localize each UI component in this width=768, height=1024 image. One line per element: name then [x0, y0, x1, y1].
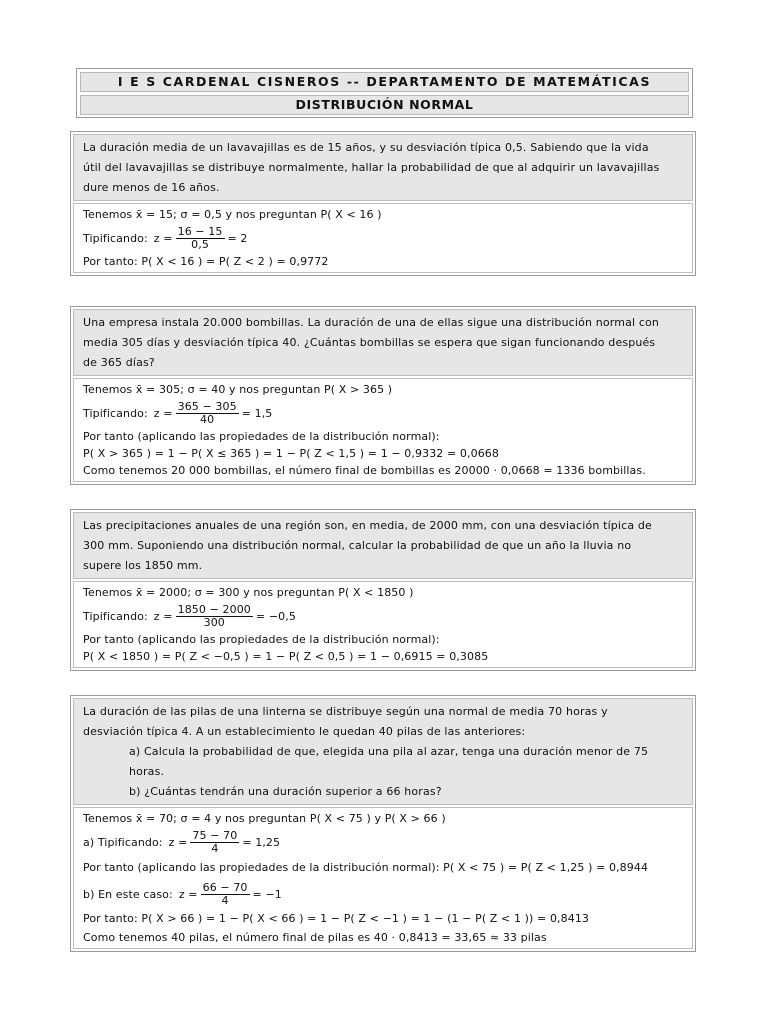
fraction-denominator: 40 [200, 412, 215, 426]
fraction-denominator: 4 [211, 841, 219, 855]
result-a: Por tanto (aplicando las propiedades de la distribución normal): P( X < 75 ) = P( Z < 1,25 ) = 0,8944 [83, 861, 649, 874]
fraction-numerator: 75 − 70 [192, 828, 238, 842]
z-symbol: z = [153, 231, 173, 245]
document-header [76, 68, 693, 118]
fraction-denominator: 4 [221, 893, 229, 907]
given-data: Tenemos x̄ = 70; σ = 4 y nos preguntan P( X < 75 ) y P( X > 66 ) [83, 812, 446, 825]
problem-4 [70, 695, 696, 952]
final-result: Como tenemos 40 pilas, el número final de pilas es 40 · 0,8413 = 33,65 ≈ 33 pilas [83, 931, 547, 944]
z-symbol: z = [153, 406, 173, 420]
z-symbol: z = [168, 835, 188, 849]
given-data: Tenemos x̄ = 2000; σ = 300 y nos preguntan P( X < 1850 ) [83, 586, 414, 599]
statement-line: útil del lavavajillas se distribuye normalmente, hallar la probabilidad de que al adquirir un lavavajillas [83, 161, 660, 174]
statement-line: Las precipitaciones anuales de una región son, en media, de 2000 mm, con una desviación típica de [83, 519, 652, 532]
document-subtitle: DISTRIBUCIÓN NORMAL [80, 95, 689, 115]
statement-item-a-cont: horas. [129, 765, 165, 778]
problem-1 [70, 131, 696, 276]
z-fraction [176, 226, 225, 251]
fraction-numerator: 365 − 305 [177, 399, 237, 413]
z-fraction [190, 830, 239, 855]
standardization-label: Tipificando: [83, 406, 148, 420]
standardization [83, 223, 684, 253]
standardization-b [83, 879, 684, 909]
standardization-label: b) En este caso: [83, 887, 173, 901]
fraction-denominator: 0,5 [191, 237, 209, 251]
z-result: = −1 [252, 887, 282, 901]
z-result: = 1,5 [241, 406, 273, 420]
standardization-label: Tipificando: [83, 609, 148, 623]
problem-solution [73, 807, 693, 949]
z-symbol: z = [153, 609, 173, 623]
solution-line: P( X > 365 ) = 1 − P( X ≤ 365 ) = 1 − P( Z < 1,5 ) = 1 − 0,9332 = 0,0668 [83, 447, 499, 460]
statement-line: La duración media de un lavavajillas es de 15 años, y su desviación típica 0,5. Sabiendo que la vida [83, 141, 649, 154]
given-data: Tenemos x̄ = 15; σ = 0,5 y nos preguntan P( X < 16 ) [83, 208, 382, 221]
z-fraction [176, 604, 253, 629]
fraction-numerator: 1850 − 2000 [177, 602, 251, 616]
problem-solution [73, 581, 693, 668]
z-fraction [201, 882, 250, 907]
standardization-label: Tipificando: [83, 231, 148, 245]
problem-solution [73, 378, 693, 482]
statement-line: Una empresa instala 20.000 bombillas. La duración de una de ellas sigue una distribución normal con [83, 316, 660, 329]
standardization [83, 398, 684, 428]
problem-statement [73, 309, 693, 376]
problem-statement [73, 512, 693, 579]
standardization [83, 601, 684, 631]
solution-line: Por tanto (aplicando las propiedades de la distribución normal): [83, 430, 440, 443]
final-result: Por tanto: P( X < 16 ) = P( Z < 2 ) = 0,9772 [83, 255, 329, 268]
fraction-numerator: 16 − 15 [177, 224, 223, 238]
fraction-denominator: 300 [203, 615, 225, 629]
statement-line: La duración de las pilas de una linterna se distribuye según una normal de media 70 horas y [83, 705, 608, 718]
statement-line: desviación típica 4. A un establecimiento le quedan 40 pilas de las anteriores: [83, 725, 526, 738]
given-data: Tenemos x̄ = 305; σ = 40 y nos preguntan P( X > 365 ) [83, 383, 393, 396]
standardization-a [83, 827, 684, 857]
z-symbol: z = [178, 887, 198, 901]
statement-item-a: a) Calcula la probabilidad de que, elegida una pila al azar, tenga una duración menor de 75 [129, 745, 649, 758]
final-result: P( X < 1850 ) = P( Z < −0,5 ) = 1 − P( Z < 0,5 ) = 1 − 0,6915 = 0,3085 [83, 650, 489, 663]
standardization-label: a) Tipificando: [83, 835, 163, 849]
fraction-numerator: 66 − 70 [202, 880, 248, 894]
school-title: I E S CARDENAL CISNEROS -- DEPARTAMENTO DE MATEMÁTICAS [80, 72, 689, 92]
statement-item-b: b) ¿Cuántas tendrán una duración superior a 66 horas? [129, 785, 442, 798]
statement-line: 300 mm. Suponiendo una distribución normal, calcular la probabilidad de que un año la lluvia no [83, 539, 632, 552]
problem-2 [70, 306, 696, 485]
z-result: = −0,5 [255, 609, 296, 623]
z-fraction [176, 401, 239, 426]
problem-3 [70, 509, 696, 671]
statement-line: de 365 días? [83, 356, 155, 369]
statement-line: supere los 1850 mm. [83, 559, 203, 572]
problem-statement [73, 698, 693, 805]
statement-line: media 305 días y desviación típica 40. ¿Cuántas bombillas se espera que sigan funcionando después [83, 336, 656, 349]
final-result: Como tenemos 20 000 bombillas, el número final de bombillas es 20000 · 0,0668 = 1336 bombillas. [83, 464, 646, 477]
solution-line: Por tanto (aplicando las propiedades de la distribución normal): [83, 633, 440, 646]
problem-solution [73, 203, 693, 273]
z-result: = 2 [227, 231, 248, 245]
problem-statement [73, 134, 693, 201]
statement-line: dure menos de 16 años. [83, 181, 220, 194]
z-result: = 1,25 [242, 835, 281, 849]
result-b: Por tanto: P( X > 66 ) = 1 − P( X < 66 ) = 1 − P( Z < −1 ) = 1 − (1 − P( Z < 1 )) = 0,8413 [83, 912, 590, 925]
